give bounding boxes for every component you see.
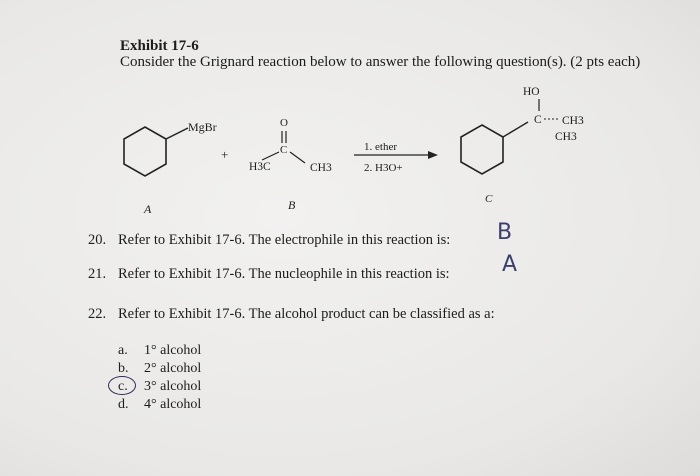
- option-letter: d.: [118, 397, 129, 412]
- plus-sign: +: [221, 147, 229, 162]
- step-one-label: 1. ether: [364, 141, 397, 153]
- option-letter: c.: [118, 379, 128, 394]
- mgbr-label: MgBr: [188, 120, 217, 134]
- label-c: C: [485, 193, 493, 205]
- question-22: [88, 306, 495, 323]
- hydroxyl-label: HO: [523, 86, 540, 98]
- option-text: 1° alcohol: [144, 343, 202, 358]
- grignard-reaction-scheme: [0, 0, 700, 230]
- option-text: 4° alcohol: [144, 397, 202, 412]
- reaction-arrow: [354, 141, 438, 174]
- question-number: 20.: [88, 232, 107, 248]
- option-letter: a.: [118, 343, 128, 358]
- exhibit-intro: Consider the Grignard reaction below to answer the following question(s). (2 pts each): [120, 54, 641, 70]
- question-text: Refer to Exhibit 17-6. The alcohol product can be classified as a:: [118, 306, 495, 322]
- carbonyl-oxygen: O: [280, 117, 288, 129]
- carbonyl-carbon: C: [280, 144, 288, 156]
- option-letter: b.: [118, 361, 129, 376]
- option-c[interactable]: [118, 379, 201, 395]
- alcohol-product: [461, 86, 584, 174]
- product-carbon: C: [534, 114, 542, 126]
- cyclohexyl-magnesium-bromide: [124, 120, 217, 176]
- right-methyl: CH3: [310, 162, 332, 174]
- acetone-structure: [249, 117, 332, 174]
- product-methyl-bottom: CH3: [555, 131, 577, 143]
- exhibit-title: Exhibit 17-6: [120, 38, 199, 54]
- step-two-label: 2. H3O+: [364, 162, 403, 174]
- option-a[interactable]: [118, 343, 201, 359]
- question-text: Refer to Exhibit 17-6. The electrophile in this reaction is:: [118, 232, 451, 248]
- option-text: 2° alcohol: [144, 361, 202, 376]
- handwritten-answer-20: B: [497, 220, 513, 245]
- question-20: [88, 232, 450, 249]
- handwritten-answer-21: A: [502, 252, 518, 277]
- left-methyl: H3C: [249, 161, 271, 173]
- question-number: 22.: [88, 306, 107, 322]
- label-b: B: [288, 198, 296, 212]
- label-a: A: [144, 202, 152, 216]
- product-methyl-top: CH3: [562, 115, 584, 127]
- option-d[interactable]: [118, 397, 201, 413]
- option-text: 3° alcohol: [144, 379, 202, 394]
- question-21: [88, 266, 450, 283]
- question-number: 21.: [88, 266, 107, 282]
- option-b[interactable]: [118, 361, 201, 377]
- question-text: Refer to Exhibit 17-6. The nucleophile in this reaction is:: [118, 266, 450, 282]
